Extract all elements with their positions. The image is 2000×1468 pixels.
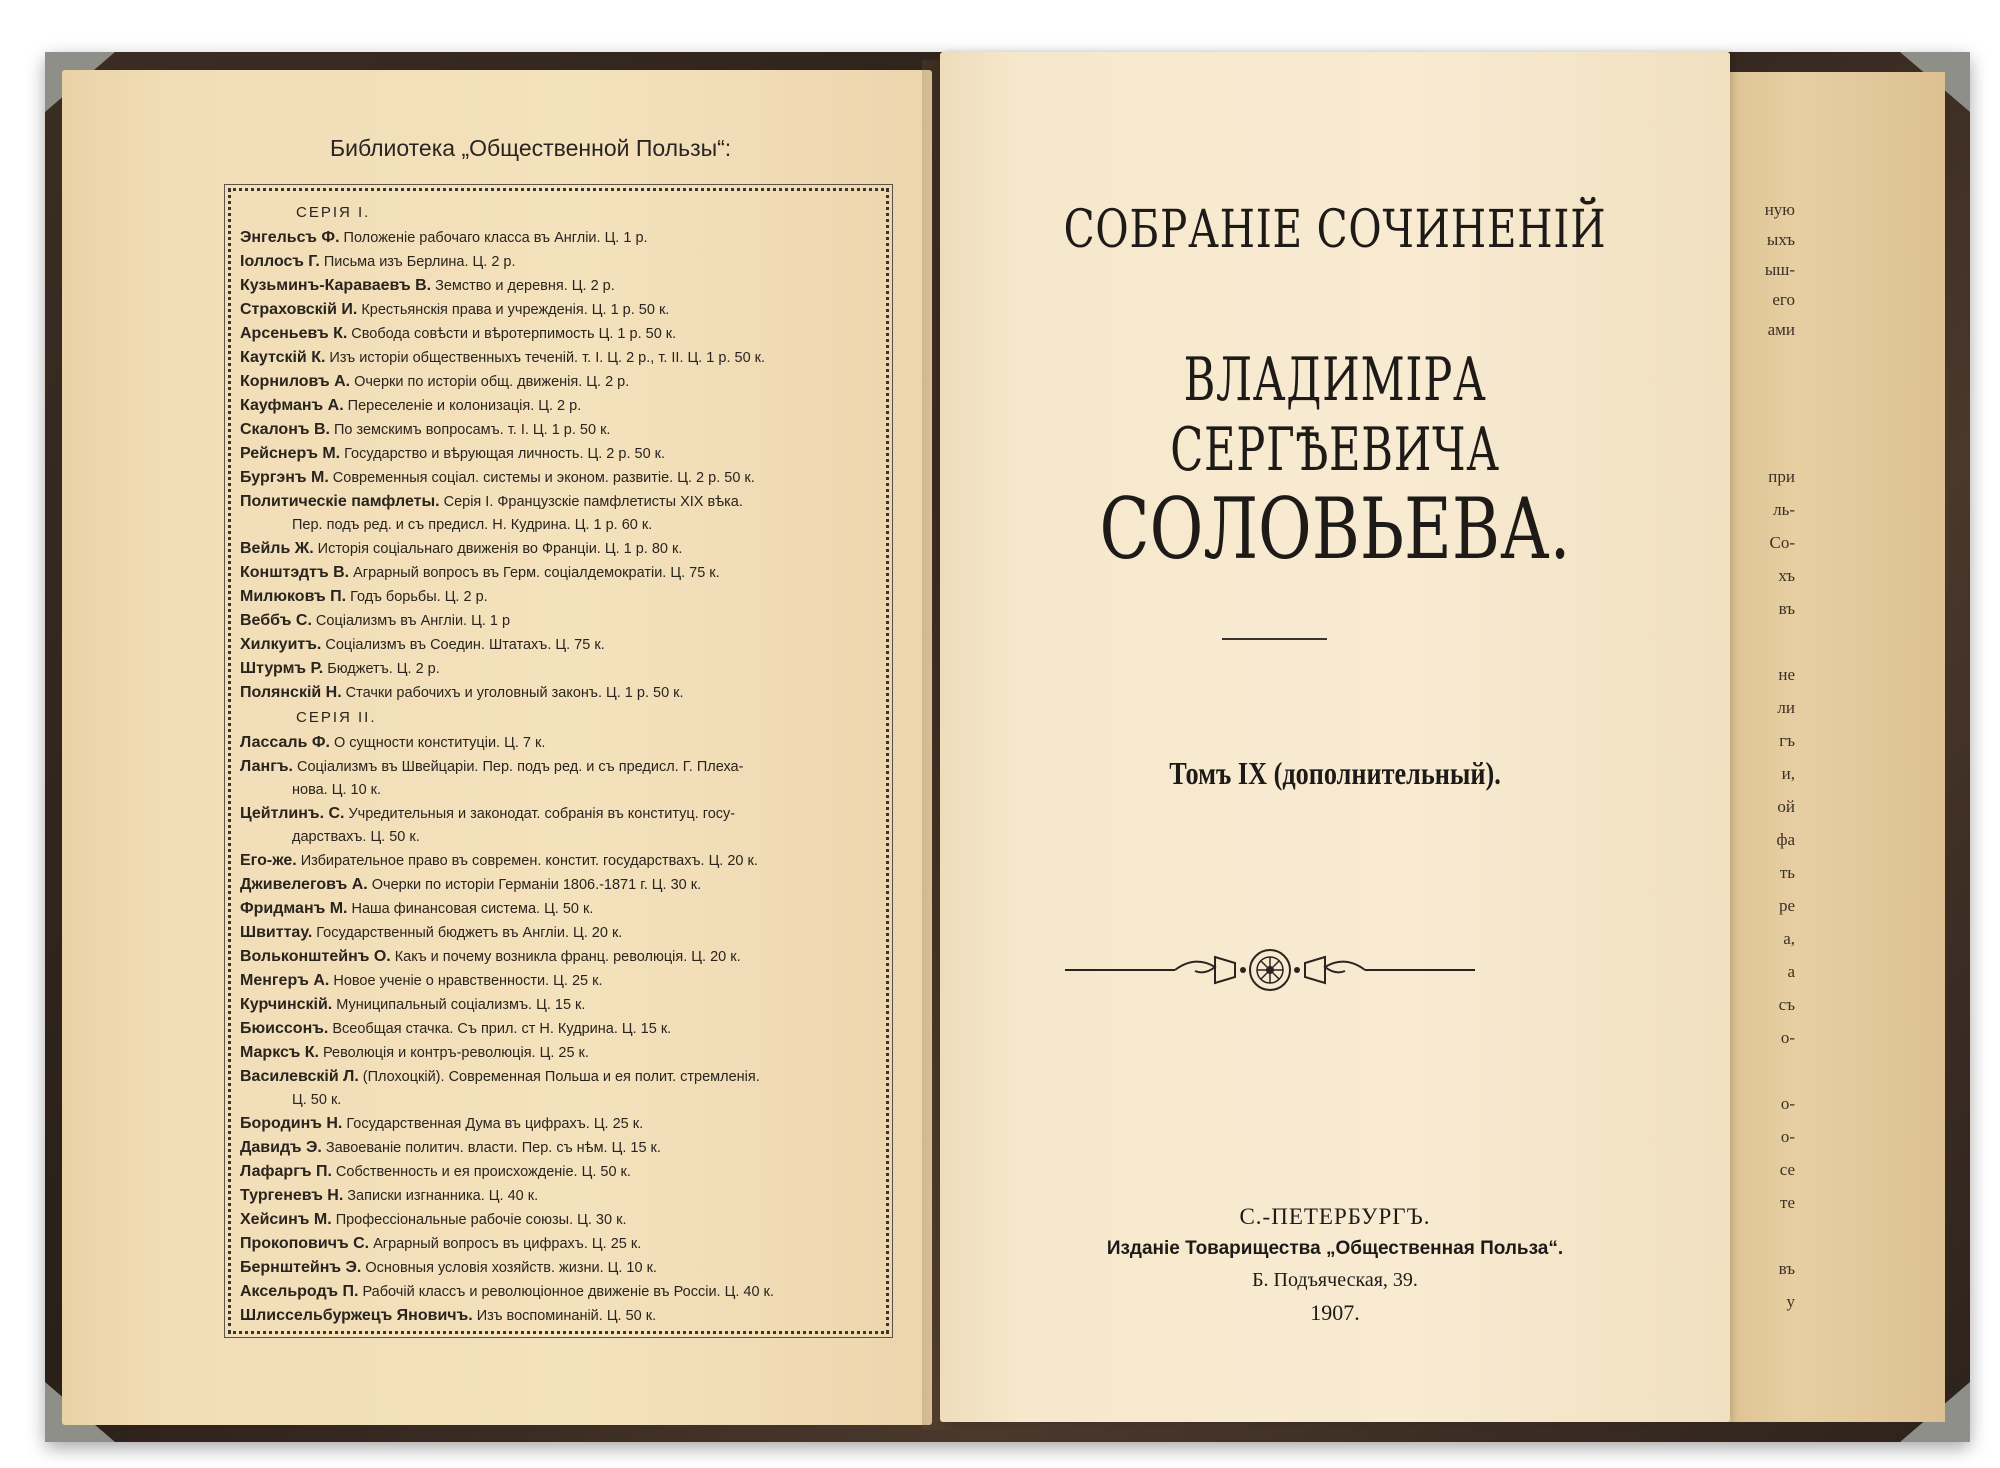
catalog-entry — [240, 514, 870, 537]
entry-text: Государственный бюджетъ въ Англіи. Ц. 20 к. — [316, 925, 623, 941]
entry-text: Государство и вѣрующая личность. Ц. 2 р. 50 к. — [344, 446, 666, 462]
entry-text: дарствахъ. Ц. 50 к. — [292, 829, 420, 845]
entry-text: Муниципальный соціализмъ. Ц. 15 к. — [336, 997, 586, 1013]
entry-author: Страховскій И. — [240, 301, 358, 318]
entry-author: Корниловъ А. — [240, 373, 351, 390]
catalog-entry — [240, 1160, 870, 1184]
entry-author: Швиттау. — [240, 924, 313, 941]
entry-text: Изъ воспоминаній. Ц. 50 к. — [476, 1308, 657, 1324]
edge-fragment: ой — [1777, 797, 1795, 816]
entry-text: Какъ и почему возникла франц. революція. Ц. 20 к. — [394, 949, 741, 965]
edge-fragment: ли — [1777, 698, 1795, 717]
catalog-entry — [240, 561, 870, 585]
catalog-entry — [240, 250, 870, 274]
catalog-entry — [240, 1208, 870, 1232]
catalog-entry — [240, 731, 870, 755]
catalog-entry — [240, 1136, 870, 1160]
entry-text: Всеобщая стачка. Съ прил. ст Н. Кудрина. Ц. 15 к. — [332, 1021, 672, 1037]
entry-author: Цейтлинъ. С. — [240, 805, 345, 822]
edge-fragment: хъ — [1778, 566, 1795, 585]
entry-author: Арсеньевъ К. — [240, 325, 348, 342]
edge-fragment: ами — [1767, 320, 1795, 339]
entry-author: Бернштейнъ Э. — [240, 1259, 362, 1276]
entry-author: Лангъ. — [240, 758, 293, 775]
entry-author: Конштэдтъ В. — [240, 564, 350, 581]
entry-text: (Плохоцкій). Современная Польша и ея полит. стремленія. — [362, 1069, 760, 1085]
edge-fragment: его — [1772, 290, 1795, 309]
entry-text: Бюджетъ. Ц. 2 р. — [327, 661, 440, 677]
edge-fragment: въ — [1778, 1259, 1795, 1278]
catalog-entry — [240, 849, 870, 873]
entry-text: Исторія соціальнаго движенія во Франціи. Ц. 1 р. 80 к. — [317, 541, 683, 557]
catalog-entry — [240, 826, 870, 849]
series-heading: СЕРІЯ I. — [296, 204, 371, 221]
edge-fragment: фа — [1776, 830, 1795, 849]
edge-fragment: ную — [1764, 200, 1795, 219]
edge-fragment: те — [1780, 1193, 1795, 1212]
edge-fragment: ыш- — [1764, 260, 1795, 279]
edge-fragment: гъ — [1779, 731, 1795, 750]
catalog-entry — [240, 394, 870, 418]
entry-author: Іоллосъ Г. — [240, 253, 320, 270]
catalog-entry — [240, 1017, 870, 1041]
catalog-entry — [240, 921, 870, 945]
catalog-entry — [240, 609, 870, 633]
catalog-entry — [240, 346, 870, 370]
entry-author: Милюковъ П. — [240, 588, 347, 605]
catalog-entry — [240, 1112, 870, 1136]
entry-text: По земскимъ вопросамъ. т. I. Ц. 1 р. 50 к. — [333, 422, 611, 438]
catalog-entry — [240, 466, 870, 490]
edge-page-lower-text — [1735, 460, 1795, 1318]
catalog-entry — [240, 993, 870, 1017]
ornament-icon — [1065, 945, 1475, 995]
entry-author: Кузьминъ-Караваевъ В. — [240, 277, 432, 294]
edge-fragment — [1735, 1054, 1795, 1087]
entry-text: Изъ исторіи общественныхъ теченій. т. I. Ц. 2 р., т. II. Ц. 1 р. 50 к. — [329, 350, 766, 366]
catalog-entry — [240, 897, 870, 921]
entry-author: Хилкуитъ. — [240, 636, 322, 653]
edge-fragment: не — [1778, 665, 1795, 684]
entry-text: Записки изгнанника. Ц. 40 к. — [347, 1188, 539, 1204]
volume-label: Томъ IX (дополнительный). — [1169, 755, 1501, 791]
catalog-entry — [240, 490, 870, 514]
entry-author: Бургэнъ М. — [240, 469, 329, 486]
entry-author: Тургеневъ Н. — [240, 1187, 344, 1204]
title-line-1: СОБРАНІЕ СОЧИНЕНІЙ — [1063, 200, 1607, 260]
title-line-2: ВЛАДИМІРА СЕРГѢЕВИЧА — [1170, 345, 1500, 485]
catalog-entry — [240, 1184, 870, 1208]
entry-text: Новое ученіе о нравственности. Ц. 25 к. — [333, 973, 603, 989]
catalog-entry — [240, 779, 870, 802]
series-heading: СЕРІЯ II. — [296, 709, 377, 726]
catalog-entry — [240, 681, 870, 705]
imprint-city: С.-ПЕТЕРБУРГЪ. — [1239, 1204, 1431, 1229]
edge-fragment: ре — [1778, 896, 1795, 915]
edge-fragment: о- — [1780, 1127, 1795, 1146]
imprint — [940, 1200, 1730, 1330]
entry-text: Пер. подъ ред. и съ предисл. Н. Кудрина. Ц. 1 р. 60 к. — [292, 517, 653, 533]
catalog-entry — [240, 873, 870, 897]
entry-author: Его-же. — [240, 852, 297, 869]
entry-text: Современныя соціал. системы и эконом. развитіе. Ц. 2 р. 50 к. — [332, 470, 755, 486]
catalog-entry — [240, 1065, 870, 1089]
edge-fragment: при — [1768, 467, 1795, 486]
edge-fragment: съ — [1778, 995, 1795, 1014]
catalog-entry — [240, 274, 870, 298]
entry-text: Крестьянскія права и учрежденія. Ц. 1 р. 50 к. — [361, 302, 670, 318]
catalog-entry — [240, 1041, 870, 1065]
entry-author: Кауфманъ А. — [240, 397, 344, 414]
catalog-entry — [240, 802, 870, 826]
entry-author: Василевскій Л. — [240, 1068, 359, 1085]
edge-fragment: ть — [1779, 863, 1795, 882]
catalog-entry — [240, 298, 870, 322]
entry-text: Аграрный вопросъ въ Герм. соціалдемократіи. Ц. 75 к. — [353, 565, 720, 581]
entry-author: Вейль Ж. — [240, 540, 314, 557]
entry-text: Ц. 50 к. — [292, 1092, 342, 1108]
entry-text: Годъ борьбы. Ц. 2 р. — [350, 589, 488, 605]
catalog-entry — [240, 1256, 870, 1280]
edge-fragment: о- — [1780, 1094, 1795, 1113]
edge-fragment: а, — [1783, 929, 1795, 948]
entry-text: Соціализмъ въ Швейцаріи. Пер. подъ ред. и съ предисл. Г. Плеха- — [296, 759, 744, 775]
entry-author: Штурмъ Р. — [240, 660, 324, 677]
back-page-edge — [1695, 72, 1945, 1422]
edge-fragment — [1735, 1219, 1795, 1252]
edge-fragment: въ — [1778, 599, 1795, 618]
entry-author: Каутскій К. — [240, 349, 326, 366]
entry-author: Политическіе памфлеты. — [240, 493, 440, 510]
title-line-3: СОЛОВЬЕВА. — [1099, 480, 1571, 578]
imprint-year: 1907. — [1310, 1300, 1360, 1325]
entry-author: Веббъ С. — [240, 612, 312, 629]
entry-author: Скалонъ В. — [240, 421, 330, 438]
catalog-entry — [240, 969, 870, 993]
entry-author: Фридманъ М. — [240, 900, 348, 917]
edge-fragment: у — [1786, 1292, 1795, 1311]
entry-author: Полянскій Н. — [240, 684, 342, 701]
entry-text: Аграрный вопросъ въ цифрахъ. Ц. 25 к. — [373, 1236, 642, 1252]
entry-text: Государственная Дума въ цифрахъ. Ц. 25 к. — [346, 1116, 644, 1132]
edge-fragment: а — [1787, 962, 1795, 981]
entry-text: Завоеваніе политич. власти. Пер. съ нѣм. Ц. 15 к. — [325, 1140, 661, 1156]
catalog-entry — [240, 657, 870, 681]
entry-author: Давидъ Э. — [240, 1139, 322, 1156]
catalog-entry — [240, 1280, 870, 1304]
edge-fragment: о- — [1780, 1028, 1795, 1047]
catalog-entry — [240, 442, 870, 466]
entry-text: Письма изъ Берлина. Ц. 2 р. — [323, 254, 516, 270]
edge-page-upper-text — [1735, 195, 1795, 345]
entry-text: Избирательное право въ современ. констит. государствахъ. Ц. 20 к. — [300, 853, 758, 869]
entry-text: Положеніе рабочаго класса въ Англіи. Ц. 1 р. — [343, 230, 648, 246]
catalog-entry — [240, 370, 870, 394]
entry-text: О сущности конституціи. Ц. 7 к. — [333, 735, 546, 751]
entry-text: Рабочій классъ и революціонное движеніе въ Россіи. Ц. 40 к. — [362, 1284, 774, 1300]
entry-author: Курчинскій. — [240, 996, 333, 1013]
edge-fragment: се — [1779, 1160, 1795, 1179]
edge-fragment — [1735, 625, 1795, 658]
entry-text: Очерки по исторіи Германіи 1806.-1871 г. Ц. 30 к. — [371, 877, 702, 893]
imprint-address: Б. Подъяческая, 39. — [1252, 1269, 1418, 1291]
title-rule — [1222, 638, 1327, 640]
entry-text: Стачки рабочихъ и уголовный законъ. Ц. 1 р. 50 к. — [345, 685, 684, 701]
catalog-entry — [240, 418, 870, 442]
entry-author: Аксельродъ П. — [240, 1283, 359, 1300]
entry-text: Соціализмъ въ Англіи. Ц. 1 р — [315, 613, 511, 629]
catalog-entry — [240, 1232, 870, 1256]
entry-text: Наша финансовая система. Ц. 50 к. — [351, 901, 594, 917]
entry-author: Вольконштейнъ О. — [240, 948, 391, 965]
entry-text: Собственность и ея происхожденіе. Ц. 50 к. — [335, 1164, 631, 1180]
entry-text: Учредительныя и законодат. собранія въ конституц. госу- — [348, 806, 736, 822]
entry-text: Очерки по исторіи общ. движенія. Ц. 2 р. — [354, 374, 630, 390]
entry-text: нова. Ц. 10 к. — [292, 782, 382, 798]
edge-fragment: и, — [1781, 764, 1795, 783]
entry-author: Дживелеговъ А. — [240, 876, 368, 893]
catalog-entry — [240, 537, 870, 561]
entry-author: Лассаль Ф. — [240, 734, 330, 751]
entry-author: Энгельсъ Ф. — [240, 229, 340, 246]
catalog-entry — [240, 322, 870, 346]
library-header: Библиотека „Общественной Пользы“: — [330, 135, 732, 161]
entry-author: Хейсинъ М. — [240, 1211, 332, 1228]
catalog-entry — [240, 945, 870, 969]
entry-author: Менгеръ А. — [240, 972, 330, 989]
entry-author: Рейснеръ М. — [240, 445, 341, 462]
entry-author: Бородинъ Н. — [240, 1115, 343, 1132]
entry-text: Свобода совѣсти и вѣротерпимость Ц. 1 р. 50 к. — [351, 326, 677, 342]
catalog-entry — [240, 226, 870, 250]
entry-text: Профессіональные рабочіе союзы. Ц. 30 к. — [335, 1212, 627, 1228]
entry-author: Марксъ К. — [240, 1044, 319, 1061]
entry-text: Переселеніе и колонизація. Ц. 2 р. — [347, 398, 582, 414]
entry-text: Революція и контръ-революція. Ц. 25 к. — [323, 1045, 589, 1061]
edge-fragment: Со- — [1769, 533, 1795, 552]
entry-author: Прокоповичъ С. — [240, 1235, 370, 1252]
catalog-entry — [240, 1304, 870, 1328]
entry-author: Бюиссонъ. — [240, 1020, 329, 1037]
entry-author: Шлиссельбуржецъ Яновичъ. — [240, 1307, 473, 1324]
catalog-entry — [240, 585, 870, 609]
catalog-list — [240, 200, 870, 1328]
entry-author: Лафаргъ П. — [240, 1163, 332, 1180]
entry-text: Земство и деревня. Ц. 2 р. — [435, 278, 615, 294]
entry-text: Соціализмъ въ Соедин. Штатахъ. Ц. 75 к. — [325, 637, 605, 653]
edge-fragment: ль- — [1773, 500, 1795, 519]
edge-fragment: ыхъ — [1766, 230, 1795, 249]
catalog-entry — [240, 633, 870, 657]
catalog-entry — [240, 755, 870, 779]
entry-text: Серія I. Французскіе памфлетисты XIX вѣка. — [443, 494, 743, 510]
catalog-entry — [240, 1089, 870, 1112]
imprint-publisher: Изданіе Товарищества „Общественная Польза“. — [1106, 1238, 1564, 1259]
entry-text: Основныя условія хозяйств. жизни. Ц. 10 к. — [365, 1260, 657, 1276]
